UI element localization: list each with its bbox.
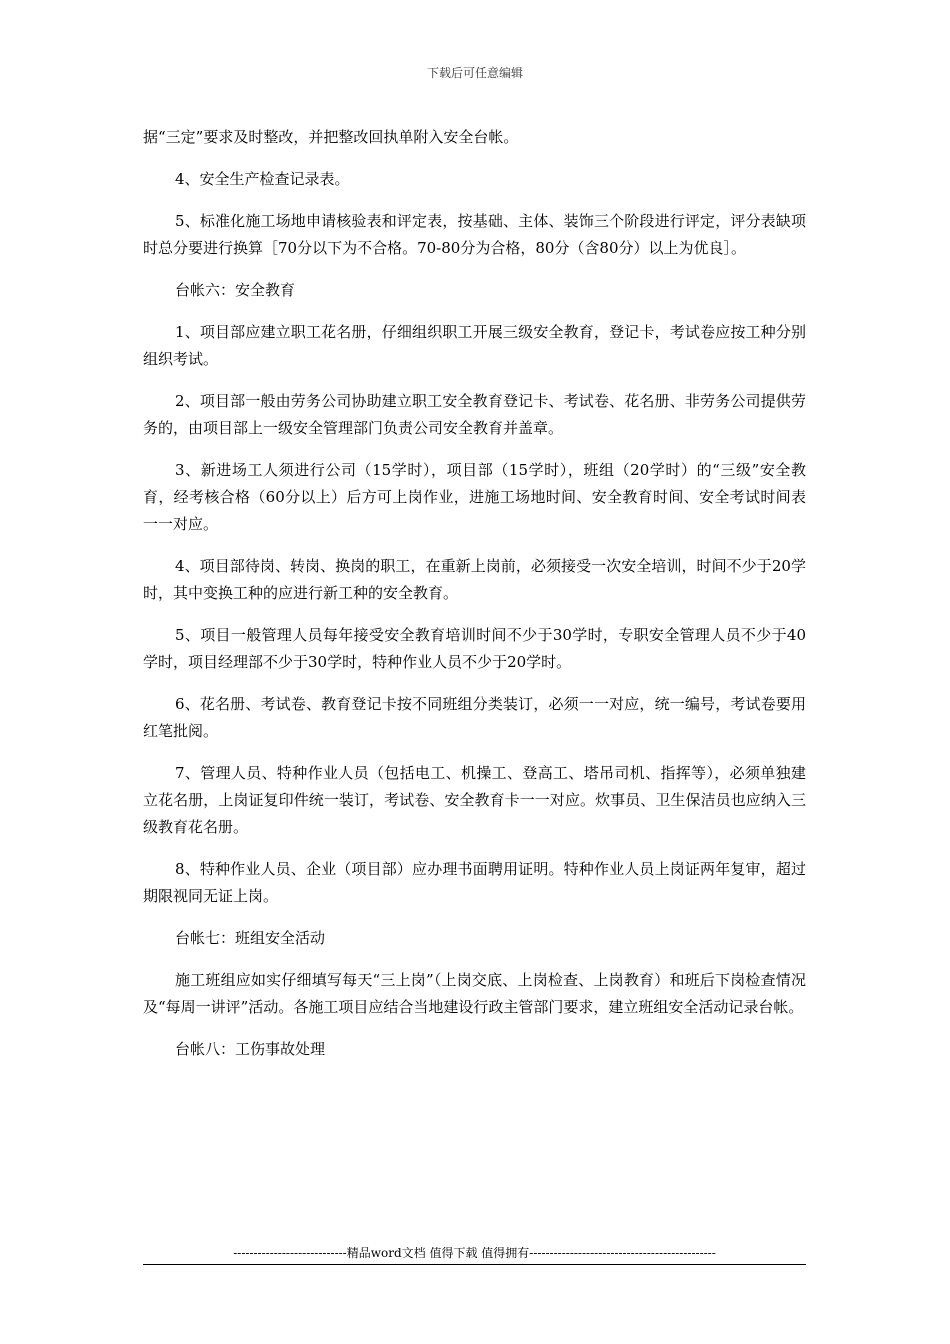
paragraph-education-7: 7、管理人员、特种作业人员（包括电工、机操工、登高工、塔吊司机、指挥等），必须单独建立花名册，上岗证复印件统一装订，考试卷、安全教育卡一一对应。炊事员、卫生保洁员也应纳入三级教育花名册。 (143, 764, 806, 836)
footer-rule (143, 1264, 806, 1265)
paragraph-education-4: 4、项目部待岗、转岗、换岗的职工，在重新上岗前，必须接受一次安全培训，时间不少于20学时，其中变换工种的应进行新工种的安全教育。 (143, 557, 806, 602)
section-heading-ledger-6: 台帐六：安全教育 (175, 281, 296, 299)
page-footer: ----------------------------精品word文档 值得下载 值得拥有---------------------------------------------- (233, 1246, 716, 1260)
paragraph-education-2: 2、项目部一般由劳务公司协助建立职工安全教育登记卡、考试卷、花名册、非劳务公司提供劳务的，由项目部上一级安全管理部门负责公司安全教育并盖章。 (143, 392, 806, 437)
paragraph-education-3: 3、新进场工人须进行公司（15学时），项目部（15学时），班组（20学时）的“三级”安全教育，经考核合格（60分以上）后方可上岗作业，进施工场地时间、安全教育时间、安全考试时间表一一对应。 (143, 461, 806, 533)
paragraph-education-8: 8、特种作业人员、企业（项目部）应办理书面聘用证明。特种作业人员上岗证两年复审，超过期限视同无证上岗。 (143, 860, 806, 905)
page-header: 下载后可任意编辑 (426, 66, 523, 80)
paragraph-item-5-evaluation: 5、标准化施工场地申请核验表和评定表，按基础、主体、装饰三个阶段进行评定，评分表缺项时总分要进行换算［70分以下为不合格。70-80分为合格，80分（含80分）以上为优良］。 (143, 212, 806, 257)
section-heading-ledger-7: 台帐七：班组安全活动 (175, 929, 326, 947)
document-body (143, 124, 806, 1078)
paragraph-continuation: 据“三定”要求及时整改，并把整改回执单附入安全台帐。 (143, 128, 519, 146)
paragraph-item-4-inspection: 4、安全生产检查记录表。 (175, 170, 350, 188)
paragraph-education-5: 5、项目一般管理人员每年接受安全教育培训时间不少于30学时，专职安全管理人员不少于40学时，项目经理部不少于30学时，特种作业人员不少于20学时。 (143, 626, 806, 671)
paragraph-education-1: 1、项目部应建立职工花名册，仔细组织职工开展三级安全教育，登记卡，考试卷应按工种分别组织考试。 (143, 323, 806, 368)
paragraph-education-6: 6、花名册、考试卷、教育登记卡按不同班组分类装订，必须一一对应，统一编号，考试卷要用红笔批阅。 (143, 695, 806, 740)
section-heading-ledger-8: 台帐八：工伤事故处理 (175, 1040, 326, 1058)
paragraph-team-activity: 施工班组应如实仔细填写每天“三上岗”（上岗交底、上岗检查、上岗教育）和班后下岗检查情况及“每周一讲评”活动。各施工项目应结合当地建设行政主管部门要求，建立班组安全活动记录台帐。 (143, 971, 806, 1016)
